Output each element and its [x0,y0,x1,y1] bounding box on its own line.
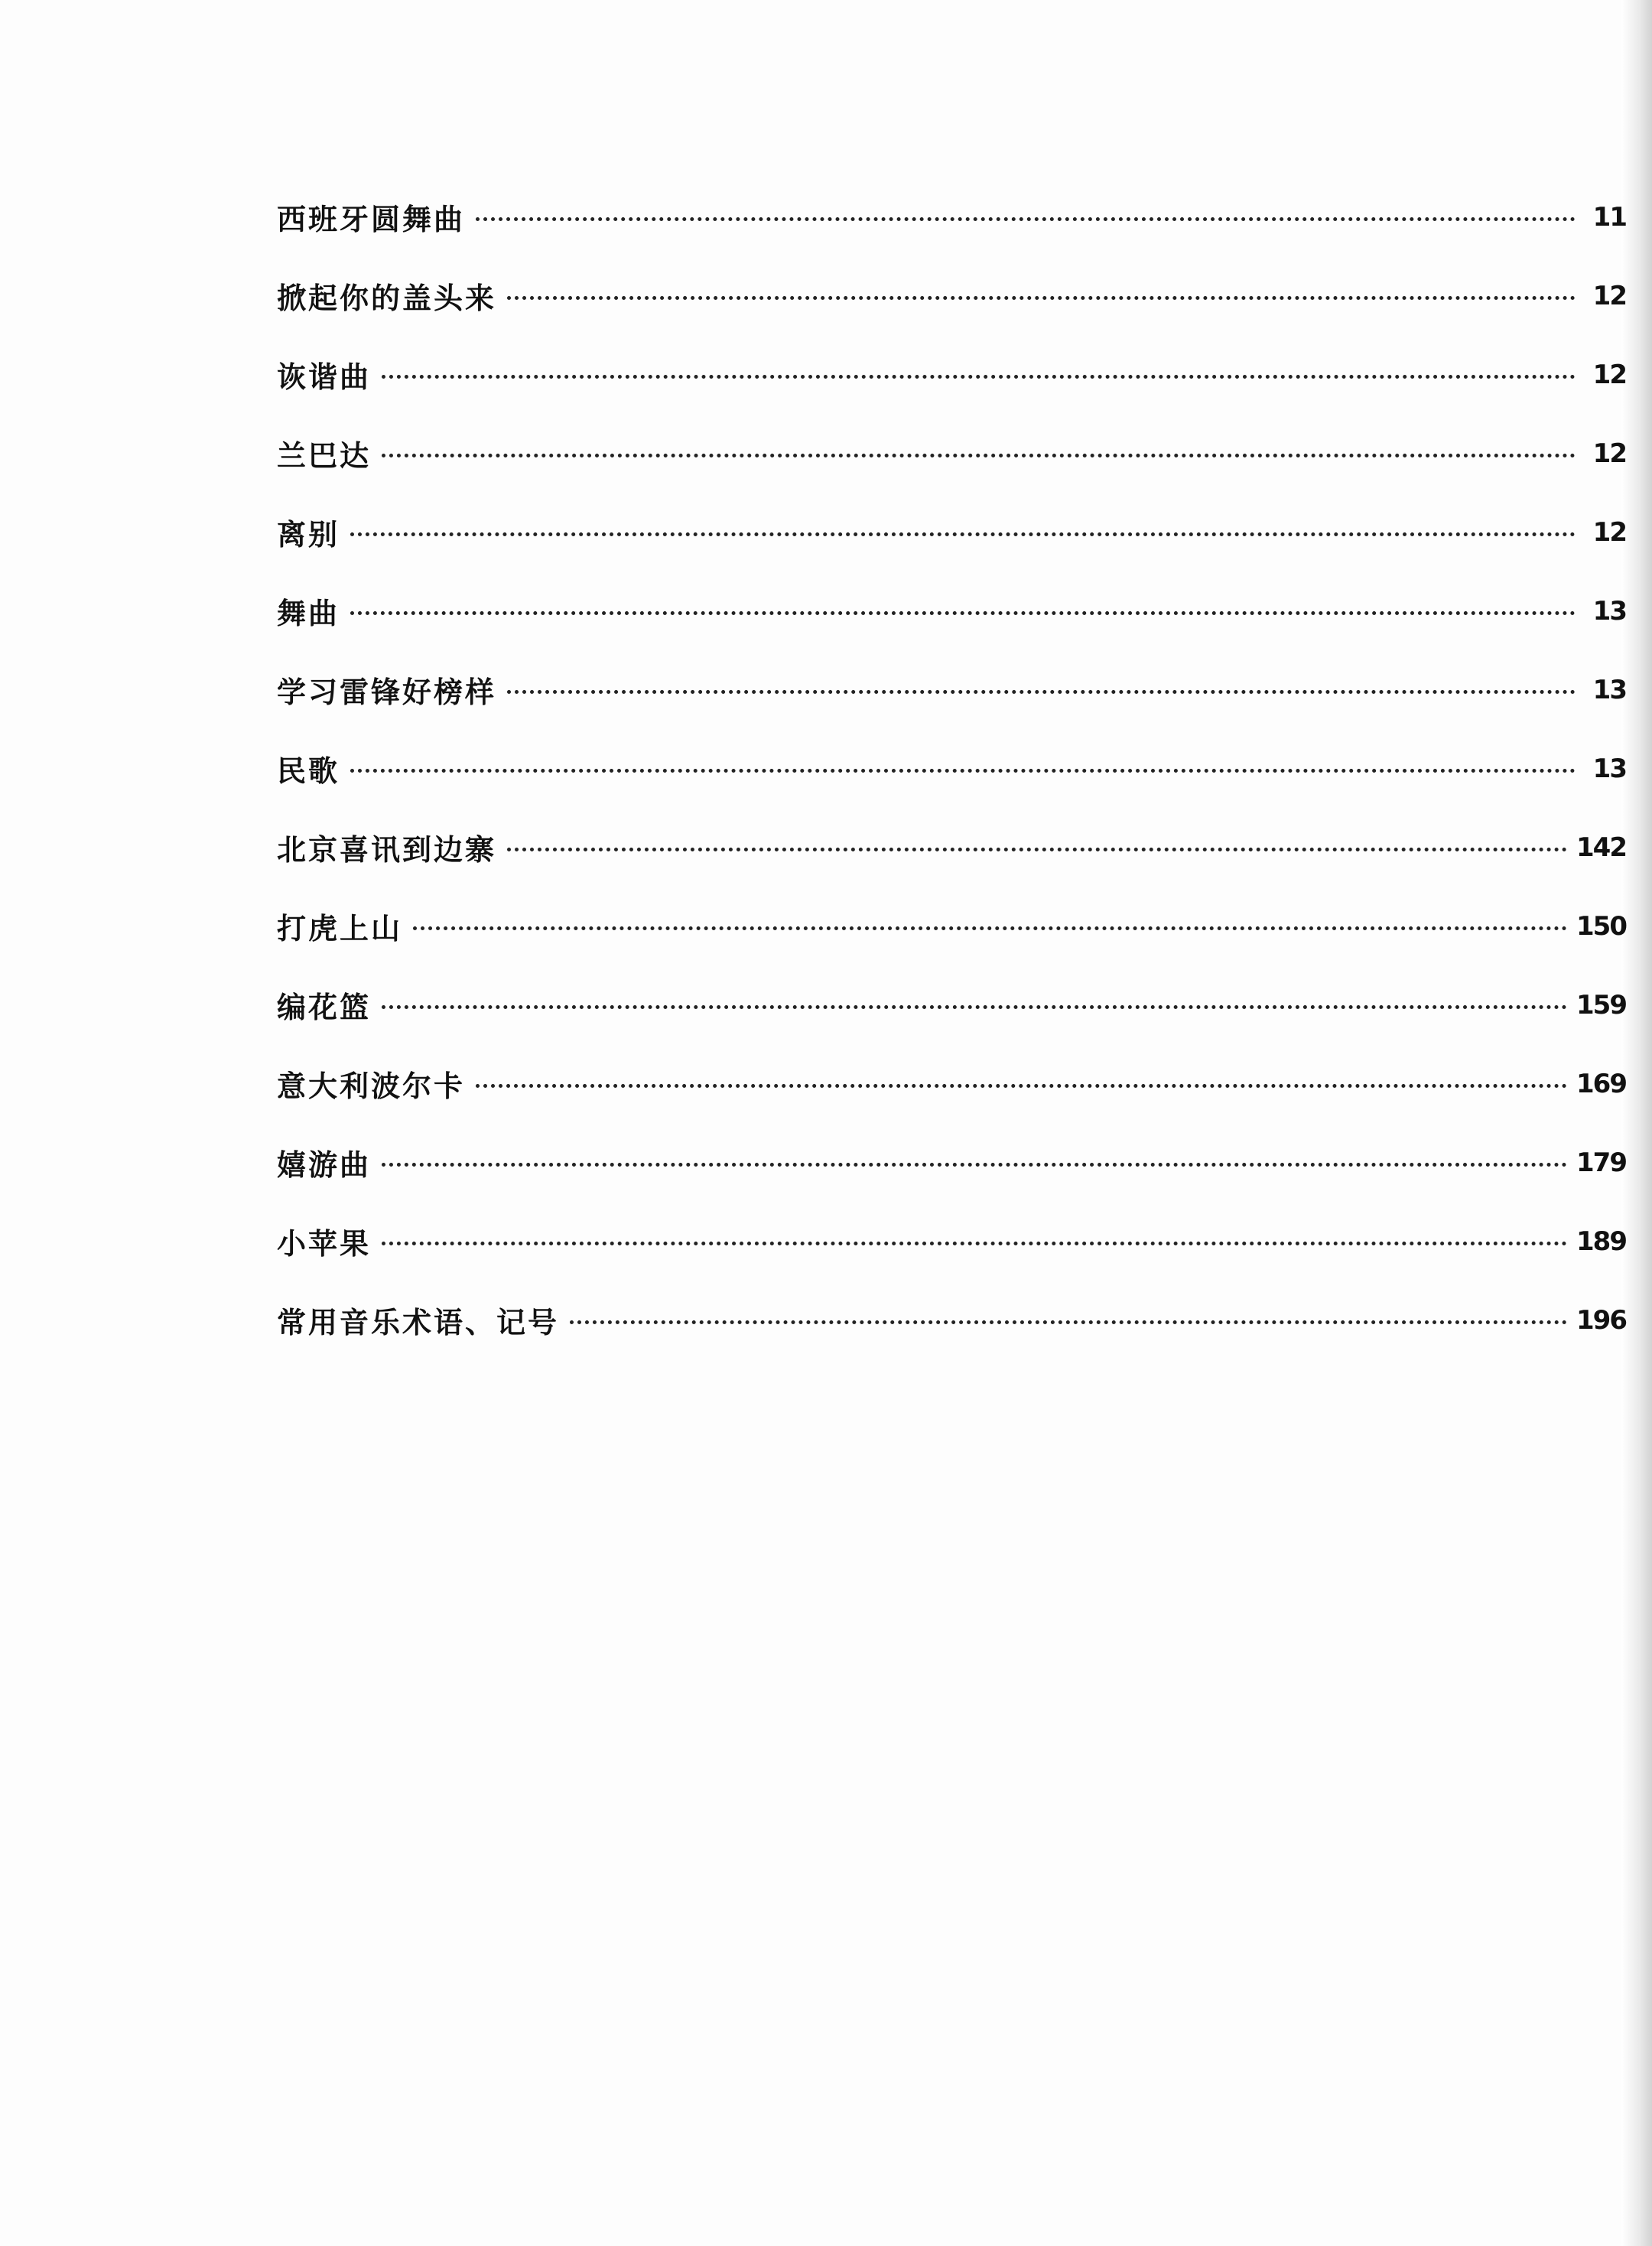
toc-entry[interactable] [277,965,1626,1044]
toc-dot-leader [382,454,1576,457]
toc-entry-page: 12 [1592,280,1626,311]
toc-dot-leader [382,1242,1567,1245]
toc-entry-title: 常用音乐术语、记号 [277,1306,560,1339]
toc-entry-title: 嬉游曲 [277,1148,372,1182]
toc-dot-leader [350,532,1576,536]
toc-entry[interactable] [277,808,1626,887]
page-edge-shadow [1621,0,1652,2246]
toc-entry-page: 159 [1576,989,1626,1020]
toc-entry[interactable] [277,256,1626,335]
toc-entry-title: 离别 [277,518,340,552]
table-of-contents [277,177,1626,1359]
toc-entry-page: 150 [1576,910,1626,942]
toc-dot-leader [382,1005,1567,1009]
toc-entry[interactable] [277,571,1626,650]
toc-entry-title: 打虎上山 [277,912,403,946]
toc-entry-title: 意大利波尔卡 [277,1069,466,1103]
toc-entry-title: 诙谐曲 [277,360,372,394]
toc-dot-leader [382,1163,1567,1167]
toc-entry-title: 舞曲 [277,597,340,630]
toc-entry-page: 179 [1576,1147,1626,1178]
toc-entry[interactable] [277,493,1626,571]
toc-entry[interactable] [277,887,1626,965]
toc-entry-title: 西班牙圆舞曲 [277,203,466,236]
toc-entry[interactable] [277,1281,1626,1359]
toc-entry-page: 12 [1592,438,1626,469]
toc-entry[interactable] [277,335,1626,414]
toc-entry-title: 小苹果 [277,1227,372,1261]
toc-dot-leader [476,217,1576,221]
toc-dot-leader [413,926,1567,930]
toc-dot-leader [570,1320,1567,1324]
toc-entry[interactable] [277,177,1626,256]
toc-entry-title: 掀起你的盖头来 [277,282,497,315]
toc-entry[interactable] [277,1202,1626,1281]
toc-entry[interactable] [277,414,1626,493]
toc-entry-page: 196 [1576,1304,1626,1336]
toc-dot-leader [350,611,1576,615]
toc-dot-leader [507,690,1576,694]
toc-entry-page: 189 [1576,1226,1626,1257]
toc-entry[interactable] [277,650,1626,729]
toc-entry-page: 142 [1576,832,1626,863]
toc-dot-leader [350,769,1576,773]
toc-entry-page: 12 [1592,516,1626,548]
toc-entry-title: 学习雷锋好榜样 [277,675,497,709]
toc-entry-page: 12 [1592,359,1626,390]
toc-dot-leader [507,848,1567,851]
toc-dot-leader [507,296,1576,300]
toc-entry[interactable] [277,729,1626,808]
toc-entry-title: 兰巴达 [277,439,372,473]
toc-entry-page: 13 [1592,595,1626,627]
toc-entry-page: 13 [1592,674,1626,705]
toc-entry[interactable] [277,1044,1626,1123]
toc-entry[interactable] [277,1123,1626,1202]
toc-entry-page: 13 [1592,753,1626,784]
toc-dot-leader [476,1084,1567,1088]
toc-entry-title: 编花篮 [277,991,372,1024]
toc-entry-page: 169 [1576,1068,1626,1099]
toc-dot-leader [382,375,1576,379]
toc-entry-title: 民歌 [277,754,340,788]
toc-entry-title: 北京喜讯到边寨 [277,833,497,867]
toc-entry-page: 11 [1592,201,1626,233]
